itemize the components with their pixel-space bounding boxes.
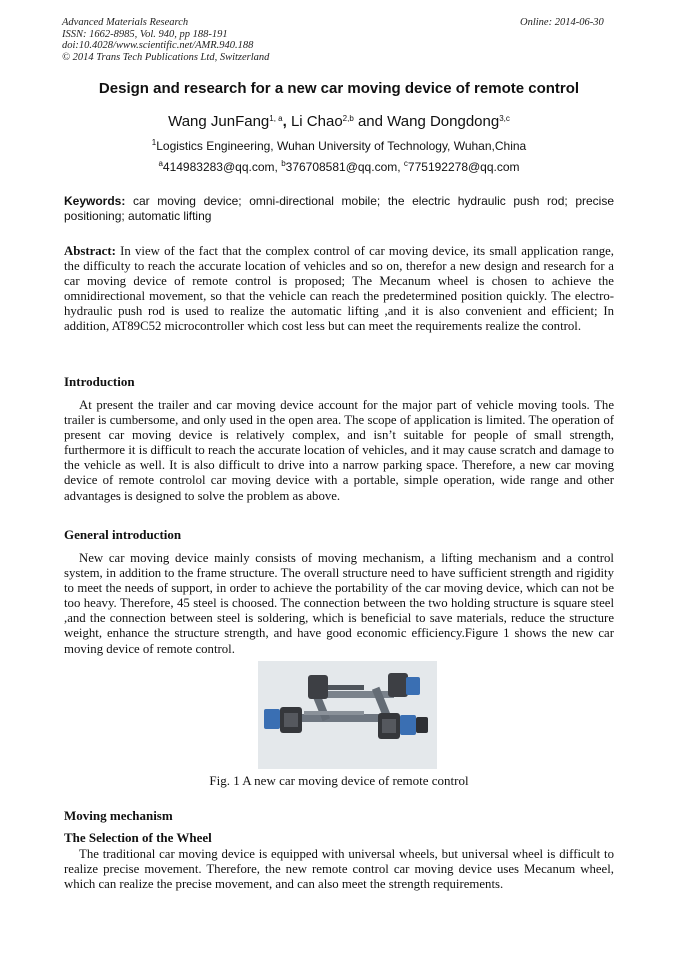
section-heading-moving: Moving mechanism: [64, 808, 173, 823]
motor: [416, 717, 428, 733]
affiliation: [40, 139, 638, 153]
author-emails: [40, 160, 638, 174]
wheel-rollers: [284, 713, 298, 727]
push-rod: [304, 711, 364, 715]
general-paragraph: New car moving device mainly consists of moving mechanism, a lifting mechanism and a control system, in addition to the frame structure. The overall structure need to have sufficient strength and rigidity to meet the needs of support, in order to achieve the portability of the car moving device, which can not be too heavy. Therefore, 45 steel is choosed. The connection between the two holding structure is square steel ,and the connection between steel is soldering, which is beneficial to save materials, reduce the structure weight, enhance the structure strength, and have good economic efficiency.Figure 1 shows the new car moving device of remote control.: [64, 551, 614, 656]
journal-name: Advanced Materials Research: [62, 17, 189, 28]
paper-title: Design and research for a new car moving device of remote control: [98, 80, 580, 97]
figure-caption: Fig. 1 A new car moving device of remote control: [209, 773, 469, 788]
affiliation-text: Logistics Engineering, Wuhan University of Technology, Wuhan,China: [156, 139, 527, 153]
introduction-body: [64, 398, 614, 504]
email-superscript: b: [281, 159, 286, 168]
subsection-heading-wheel: The Selection of the Wheel: [64, 830, 212, 845]
author-list: Wang JunFang$^{1, a}$, Li Chao$^{2,b}$ and Wang Dongdong$^{3,c}$: [168, 113, 510, 130]
email-address: 775192278@qq.com: [407, 160, 520, 174]
keywords-text: car moving device; omni-directional mobile; the electric hydraulic push rod; precise positioning; automatic lifting: [64, 194, 614, 223]
email-address: 376708581@qq.com,: [285, 160, 401, 174]
moving-body: [64, 847, 614, 892]
author-superscript: 3,c: [499, 114, 510, 123]
push-rod: [328, 685, 364, 690]
bracket: [406, 677, 420, 695]
bracket: [400, 715, 416, 735]
online-date: Online: 2014-06-30: [520, 17, 604, 28]
author-name: Wang JunFang: [168, 113, 270, 130]
email-address: 414983283@qq.com,: [162, 160, 278, 174]
section-heading-general: General introduction: [64, 527, 182, 542]
bracket: [264, 709, 280, 729]
keywords: [64, 194, 614, 224]
mecanum-wheel: [308, 675, 328, 699]
author-conjunction: and: [357, 113, 383, 130]
figure-car-moving-device: [258, 661, 437, 769]
section-heading-introduction: Introduction: [64, 374, 135, 389]
abstract-label: Abstract:: [64, 244, 116, 258]
moving-paragraph: The traditional car moving device is equipped with universal wheels, but universal wheel is difficult to realize precise movement. Therefore, the new remote control car moving device uses Mecanum wheel, which can realize the precise movement, and can also meet the strength requirements.: [64, 847, 614, 892]
general-body: [64, 551, 614, 657]
journal-doi: doi:10.4028/www.scientific.net/AMR.940.188: [62, 40, 254, 51]
mecanum-wheel: [388, 673, 408, 697]
journal-copyright: © 2014 Trans Tech Publications Ltd, Switzerland: [62, 51, 270, 63]
abstract: [64, 244, 614, 335]
author-superscript: 2,b: [342, 114, 354, 123]
affiliation-superscript: 1: [151, 138, 157, 147]
abstract-text: In view of the fact that the complex control of car moving device, its small application range, the difficulty to reach the accurate location of vehicles and so on, therefor a new design and research for a car moving device of remote control is proposed; The Mecanum wheel is chosen to achieve the omnidirectional movement, so that the vehicle can reach the predetermined position quickly. The electro-hydraulic push rod is used to realize the automatic lifting ,and it is also convenient and efficient; In addition, AT89C52 microcontroller which cost less but can meet the requirements realize the control.: [64, 244, 614, 334]
email-superscript: a: [158, 159, 163, 168]
journal-issn: ISSN: 1662-8985, Vol. 940, pp 188-191: [62, 28, 228, 40]
author-name: Wang Dongdong: [387, 113, 500, 130]
email-superscript: c: [403, 159, 408, 168]
introduction-paragraph: At present the trailer and car moving device account for the major part of vehicle moving tools. The trailer is cumbersome, and only used in the open area. The scope of application is limited. The operation of present car moving device is relatively complex, and isn’t suitable for people of small strength, furthermore it is difficult to reach the accurate location of vehicles, and it may cause scratch and damage to the vehicle as well. It is also difficult to drive into a narrow parking space. Therefore, a new car moving device of remote controlol car moving device with a portable, simple operation, wide range and other advantages is designed to solve the problem as above.: [64, 398, 614, 503]
wheel-rollers: [382, 719, 396, 733]
keywords-label: Keywords:: [64, 194, 126, 208]
journal-header: [62, 17, 269, 63]
author-name: Li Chao: [290, 113, 343, 130]
author-superscript: 1, a: [269, 114, 283, 123]
device-render-image: [258, 661, 437, 769]
